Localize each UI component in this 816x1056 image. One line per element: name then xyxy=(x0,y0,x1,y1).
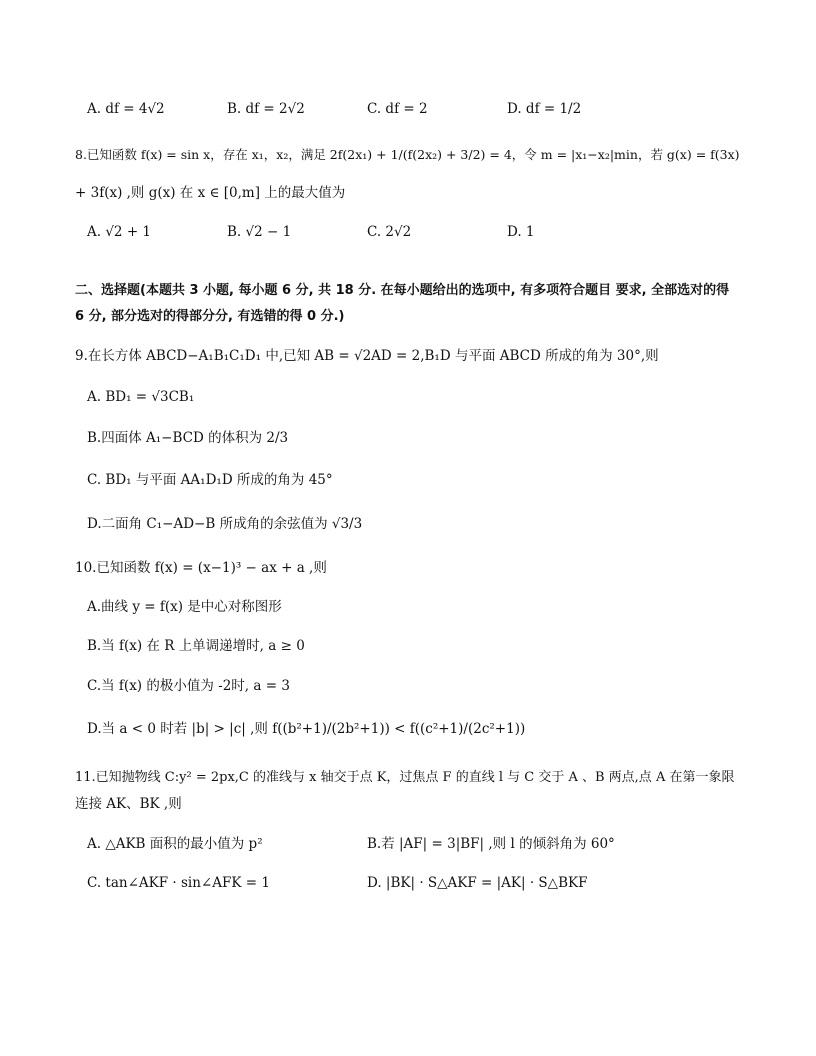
q8-stem-line2: + 3f(x) ,则 g(x) 在 x ∈ [0,m] 上的最大值为 xyxy=(75,185,346,201)
section-2-heading-line1: 二、选择题(本题共 3 小题, 每小题 6 分, 共 18 分. 在每小题给出的选项中, 有多项符合题目 要求, 全部选对的得 xyxy=(75,283,730,298)
q7-option-d: D. df = 1/2 xyxy=(507,101,582,117)
q11-option-a: A. △AKB 面积的最小值为 p² xyxy=(87,836,263,852)
q10-stem: 10.已知函数 f(x) = (x−1)³ − ax + a ,则 xyxy=(75,560,327,576)
q11-option-b: B.若 |AF| = 3|BF| ,则 l 的倾斜角为 60° xyxy=(367,836,615,852)
q10-option-c: C.当 f(x) 的极小值为 -2时, a = 3 xyxy=(87,678,290,694)
q7-option-b: B. df = 2√2 xyxy=(227,101,305,117)
q8-option-d: D. 1 xyxy=(507,224,535,240)
q7-option-c: C. df = 2 xyxy=(367,101,428,117)
q10-option-a: A.曲线 y = f(x) 是中心对称图形 xyxy=(87,599,282,615)
q9-option-d: D.二面角 C₁−AD−B 所成角的余弦值为 √3/3 xyxy=(87,516,363,532)
q10-option-b: B.当 f(x) 在 R 上单调递增时, a ≥ 0 xyxy=(87,638,305,654)
q9-option-c: C. BD₁ 与平面 AA₁D₁D 所成的角为 45° xyxy=(87,472,333,488)
q11-option-c: C. tan∠AKF · sin∠AFK = 1 xyxy=(87,875,270,891)
q8-option-a: A. √2 + 1 xyxy=(87,224,152,240)
section-2-heading-line2: 6 分, 部分选对的得部分分, 有选错的得 0 分.) xyxy=(75,309,345,324)
q11-option-d: D. |BK| · S△AKF = |AK| · S△BKF xyxy=(367,875,588,891)
q8-stem-line1: 8.已知函数 f(x) = sin x，存在 x₁，x₂，满足 2f(2x₁) + 1/(f(2x₂) + 3/2) = 4，令 m = |x₁−x₂|min，若 g(x) = f(3x) xyxy=(75,147,740,162)
q8-option-b: B. √2 − 1 xyxy=(227,224,292,240)
q7-option-a: A. df = 4√2 xyxy=(87,101,165,117)
q10-option-d: D.当 a < 0 时若 |b| > |c| ,则 f((b²+1)/(2b²+1)) < f((c²+1)/(2c²+1)) xyxy=(87,721,526,737)
q11-stem-line1: 11.已知抛物线 C:y² = 2px,C 的准线与 x 轴交于点 K，过焦点 F 的直线 l 与 C 交于 A 、B 两点,点 A 在第一象限 xyxy=(75,770,735,785)
q9-stem: 9.在长方体 ABCD−A₁B₁C₁D₁ 中,已知 AB = √2AD = 2,B₁D 与平面 ABCD 所成的角为 30°,则 xyxy=(75,348,659,364)
q9-option-b: B.四面体 A₁−BCD 的体积为 2/3 xyxy=(87,430,289,446)
q11-stem-line2: 连接 AK、BK ,则 xyxy=(75,796,182,812)
q8-option-c: C. 2√2 xyxy=(367,224,412,240)
q9-option-a: A. BD₁ = √3CB₁ xyxy=(87,389,195,405)
